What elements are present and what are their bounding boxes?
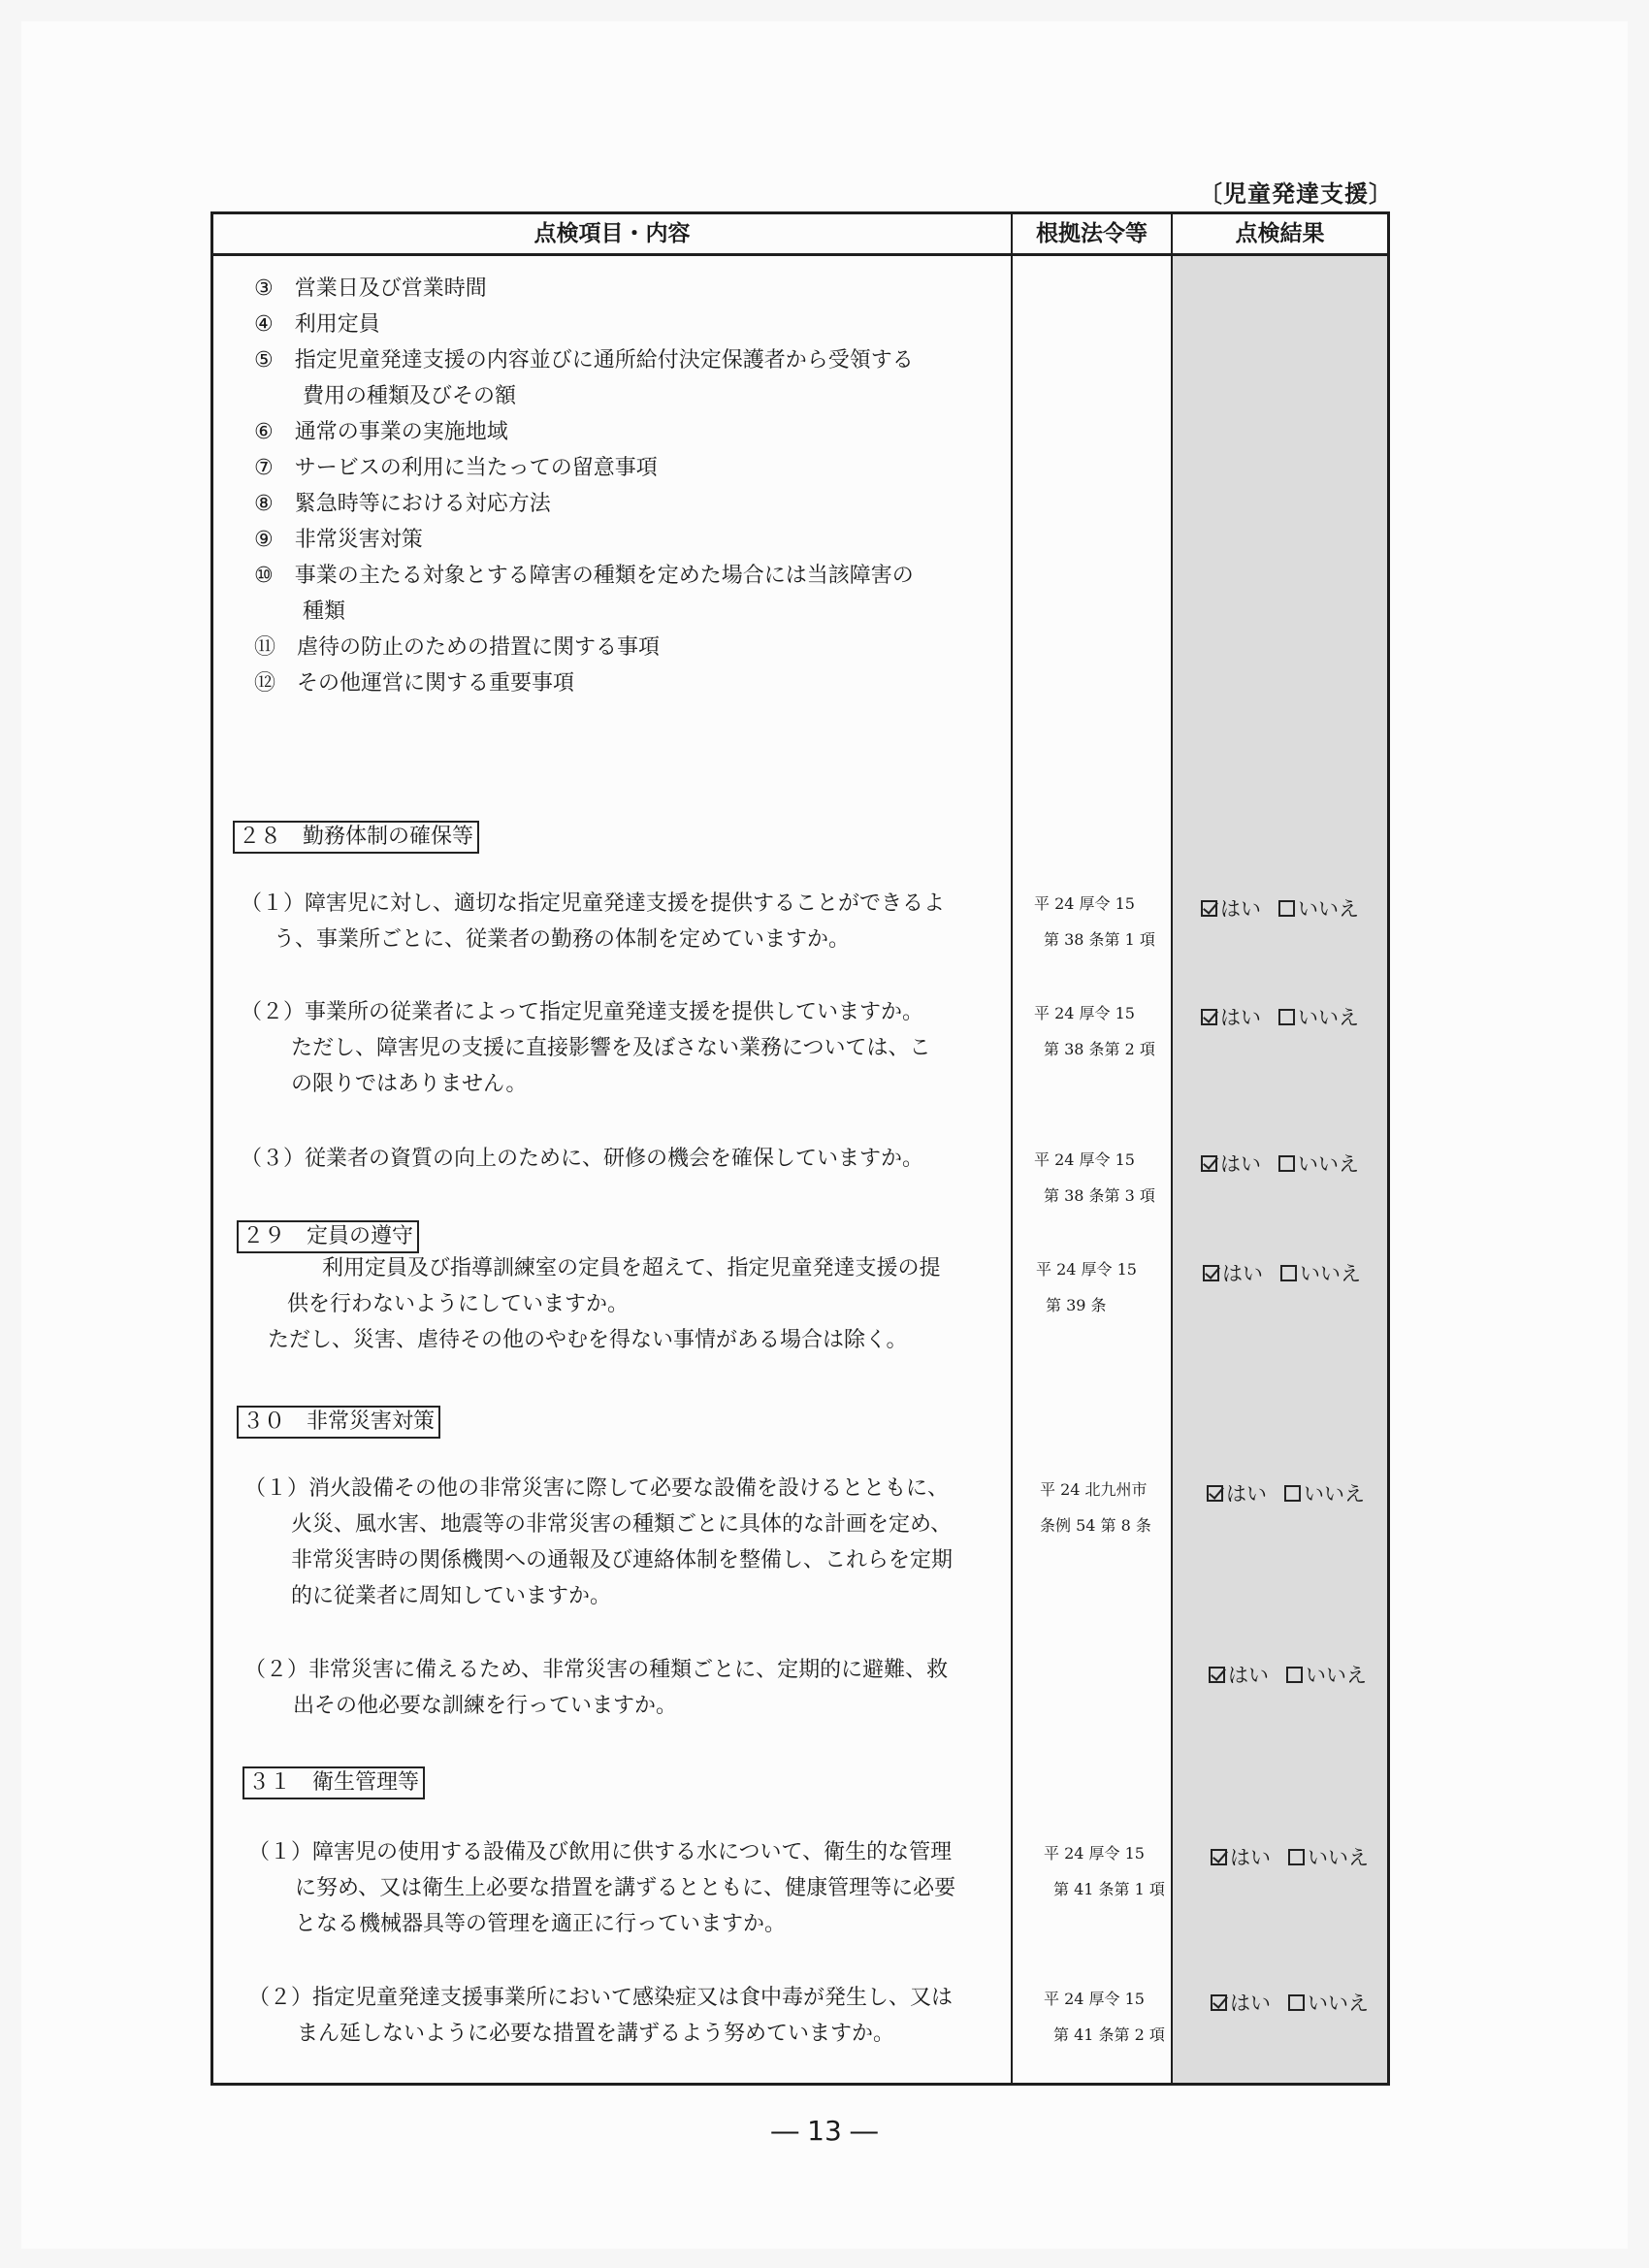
yes-label: はい (1226, 1482, 1267, 1506)
no-label: いいえ (1298, 1006, 1359, 1029)
page-number: ― 13 ― (771, 2115, 878, 2147)
list-item: ③ 営業日及び営業時間 (254, 276, 487, 301)
law-reference: 平 24 北九州市 (1040, 1480, 1148, 1499)
no-checkbox[interactable] (1288, 1994, 1305, 2011)
yes-label: はい (1230, 1992, 1271, 2015)
item-text: の限りではありません。 (291, 1072, 528, 1096)
yes-checkbox[interactable] (1207, 1485, 1223, 1502)
no-checkbox[interactable] (1288, 1849, 1305, 1865)
yes-checkbox[interactable] (1203, 1265, 1219, 1281)
list-item: ⑧ 緊急時等における対応方法 (254, 492, 551, 516)
result-checkbox-group (1211, 1842, 1369, 1871)
no-label: いいえ (1308, 1992, 1369, 2015)
result-checkbox-group (1207, 1478, 1365, 1507)
no-checkbox[interactable] (1280, 1265, 1297, 1281)
section-title-30: ３０ 非常災害対策 (237, 1406, 440, 1439)
no-label: いいえ (1304, 1482, 1365, 1506)
list-item: ⑥ 通常の事業の実施地域 (254, 420, 508, 444)
item-text: （１）障害児の使用する設備及び飲用に供する水について、衛生的な管理 (248, 1840, 953, 1864)
no-label: いいえ (1298, 1152, 1359, 1176)
item-text: 供を行わないようにしていますか。 (287, 1292, 630, 1316)
item-text: （１）障害児に対し、適切な指定児童発達支援を提供することができるよ (241, 891, 946, 916)
no-checkbox[interactable] (1278, 900, 1295, 917)
list-item: 費用の種類及びその額 (303, 384, 517, 408)
law-reference: 条例 54 第 8 条 (1040, 1516, 1151, 1535)
item-text: ただし、災害、虐待その他のやむを得ない事情がある場合は除く。 (268, 1328, 908, 1352)
result-checkbox-group (1201, 893, 1359, 923)
item-text: ただし、障害児の支援に直接影響を及ぼさない業務については、こ (291, 1036, 931, 1060)
section-title-29: ２９ 定員の遵守 (237, 1220, 419, 1253)
no-label: いいえ (1298, 897, 1359, 921)
item-text: 非常災害時の関係機関への通報及び連絡体制を整備し、これらを定期 (291, 1548, 954, 1572)
no-checkbox[interactable] (1278, 1009, 1295, 1025)
section-title-31: ３１ 衛生管理等 (242, 1766, 425, 1799)
yes-label: はい (1228, 1664, 1269, 1687)
yes-label: はい (1220, 1152, 1261, 1176)
law-reference: 平 24 厚令 15 (1034, 894, 1135, 913)
inspection-table (210, 211, 1390, 2086)
law-reference: 第 39 条 (1046, 1296, 1107, 1314)
yes-label: はい (1220, 897, 1261, 921)
item-text: 利用定員及び指導訓練室の定員を超えて、指定児童発達支援の提 (322, 1256, 941, 1280)
yes-label: はい (1220, 1006, 1261, 1029)
result-checkbox-group (1201, 1002, 1359, 1031)
result-checkbox-group (1203, 1258, 1361, 1287)
law-reference: 平 24 厚令 15 (1034, 1004, 1135, 1022)
yes-label: はい (1222, 1262, 1263, 1285)
section-title-28: ２８ 勤務体制の確保等 (233, 821, 479, 854)
item-text: （３）従業者の資質の向上のために、研修の機会を確保していますか。 (241, 1147, 924, 1171)
law-reference: 第 38 条第 1 項 (1044, 930, 1155, 949)
item-text: 火災、風水害、地震等の非常災害の種類ごとに具体的な計画を定め、 (291, 1512, 953, 1537)
document-tag: 〔児童発達支援〕 (1199, 180, 1393, 208)
yes-label: はい (1230, 1846, 1271, 1869)
item-text: まん延しないように必要な措置を講ずるよう努めていますか。 (297, 2022, 895, 2046)
list-item: ④ 利用定員 (254, 312, 380, 337)
item-text: （１）消火設備その他の非常災害に際して必要な設備を設けるとともに、 (244, 1476, 950, 1501)
list-item: ⑪ 虐待の防止のための措置に関する事項 (254, 635, 661, 660)
item-text: 出その他必要な訓練を行っていますか。 (293, 1694, 678, 1718)
list-item: 種類 (303, 599, 346, 624)
law-reference: 第 41 条第 1 項 (1053, 1880, 1165, 1898)
yes-checkbox[interactable] (1201, 1009, 1217, 1025)
result-column-divider (1171, 214, 1173, 2083)
item-text: （２）非常災害に備えるため、非常災害の種類ごとに、定期的に避難、救 (244, 1658, 949, 1682)
item-text: となる機械器具等の管理を適正に行っていますか。 (295, 1912, 787, 1936)
yes-checkbox[interactable] (1211, 1994, 1227, 2011)
yes-checkbox[interactable] (1201, 1155, 1217, 1172)
list-item: ⑫ その他運営に関する重要事項 (254, 671, 575, 696)
result-checkbox-group (1201, 1149, 1359, 1178)
law-reference: 平 24 厚令 15 (1034, 1150, 1135, 1169)
header-law: 根拠法令等 (1036, 221, 1148, 246)
result-checkbox-group (1209, 1660, 1367, 1689)
law-reference: 平 24 厚令 15 (1044, 1990, 1145, 2008)
item-text: う、事業所ごとに、従業者の勤務の体制を定めていますか。 (274, 927, 851, 952)
list-item: ⑦ サービスの利用に当たっての留意事項 (254, 456, 658, 480)
yes-checkbox[interactable] (1211, 1849, 1227, 1865)
list-item: ⑤ 指定児童発達支援の内容並びに通所給付決定保護者から受領する (254, 348, 914, 373)
item-text: 的に従業者に周知していますか。 (291, 1584, 612, 1608)
no-checkbox[interactable] (1286, 1667, 1303, 1683)
law-reference: 平 24 厚令 15 (1036, 1260, 1137, 1279)
item-text: （２）指定児童発達支援事業所において感染症又は食中毒が発生し、又は (248, 1986, 954, 2010)
item-text: に努め、又は衛生上必要な措置を講ずるとともに、健康管理等に必要 (295, 1876, 956, 1900)
no-checkbox[interactable] (1284, 1485, 1301, 1502)
law-reference: 第 41 条第 2 項 (1053, 2025, 1165, 2044)
yes-checkbox[interactable] (1201, 900, 1217, 917)
item-text: （２）事業所の従業者によって指定児童発達支援を提供していますか。 (241, 1000, 924, 1024)
no-checkbox[interactable] (1278, 1155, 1295, 1172)
law-reference: 第 38 条第 3 項 (1044, 1186, 1155, 1205)
no-label: いいえ (1308, 1846, 1369, 1869)
no-label: いいえ (1300, 1262, 1361, 1285)
list-item: ⑩ 事業の主たる対象とする障害の種類を定めた場合には当該障害の (254, 564, 914, 588)
yes-checkbox[interactable] (1209, 1667, 1225, 1683)
law-reference: 第 38 条第 2 項 (1044, 1040, 1155, 1058)
header-result: 点検結果 (1235, 221, 1325, 246)
no-label: いいえ (1306, 1664, 1367, 1687)
result-checkbox-group (1211, 1988, 1369, 2017)
header-divider (213, 253, 1387, 256)
list-item: ⑨ 非常災害対策 (254, 528, 423, 552)
law-column-divider (1011, 214, 1013, 2083)
header-item: 点検項目・内容 (534, 221, 691, 246)
law-reference: 平 24 厚令 15 (1044, 1844, 1145, 1863)
